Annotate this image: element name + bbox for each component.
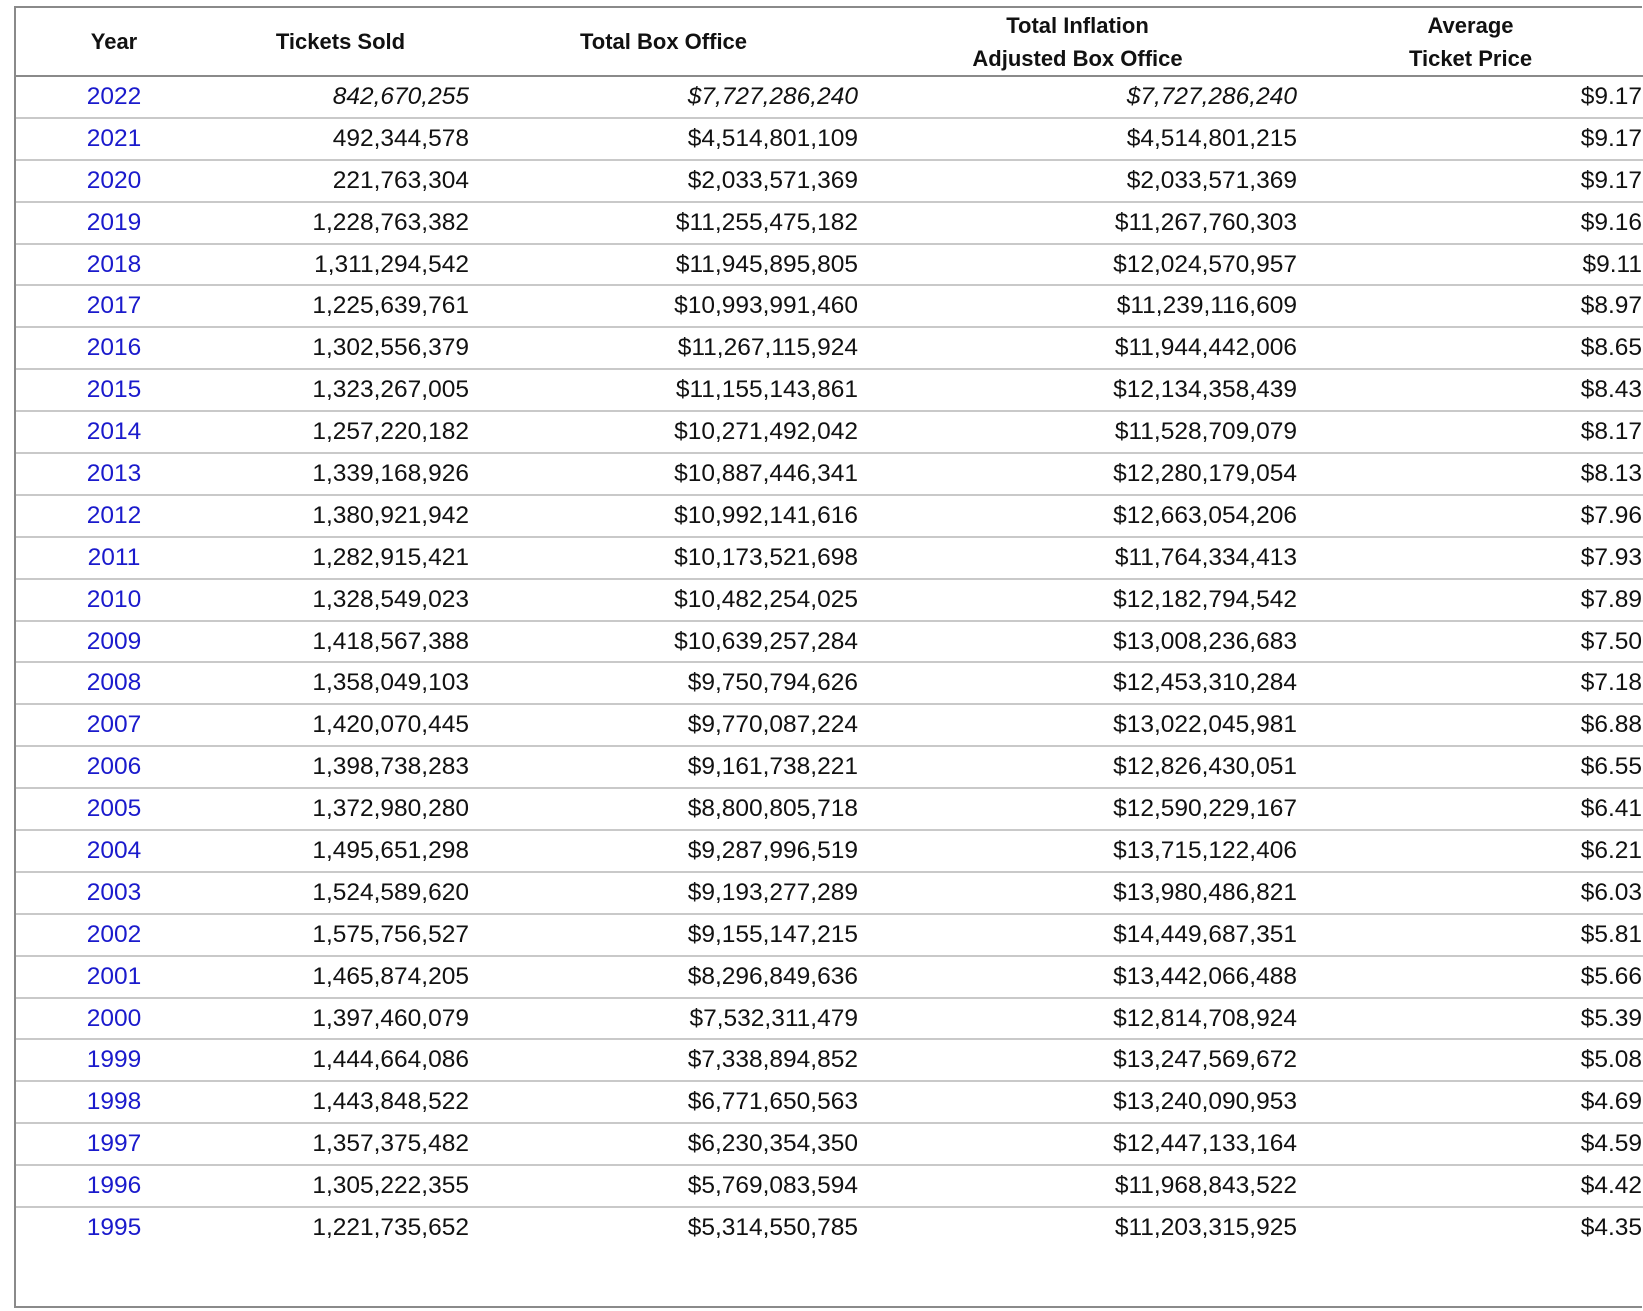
total-box-office-cell: $9,750,794,626 (687, 669, 858, 697)
year-cell (16, 118, 212, 160)
inflation-adjusted-cell: $12,663,054,206 (1113, 501, 1297, 529)
inflation-adjusted-cell: $13,980,486,821 (1113, 878, 1297, 906)
total-box-office-cell: $10,271,492,042 (674, 418, 858, 446)
average-ticket-price-cell: $9.17 (1580, 124, 1642, 152)
total-box-office-cell: $5,314,550,785 (687, 1214, 858, 1242)
tickets-sold-cell: 1,575,756,527 (312, 920, 469, 948)
table-body (16, 76, 1643, 1249)
total-box-office-cell: $7,727,286,240 (687, 82, 858, 110)
table-row (16, 579, 1643, 621)
inflation-adjusted-cell: $4,514,801,215 (1126, 124, 1297, 152)
tickets-sold-cell: 1,305,222,355 (312, 1172, 469, 1200)
inflation-adjusted-cell: $13,008,236,683 (1113, 627, 1297, 655)
tickets-sold-cell: 1,495,651,298 (312, 836, 469, 864)
header-avg-label-line2: Ticket Price (1408, 45, 1533, 71)
average-ticket-price-cell: $6.03 (1580, 878, 1642, 906)
average-ticket-price-cell: $8.43 (1580, 376, 1642, 404)
year-link[interactable]: 2000 (86, 1004, 142, 1032)
tickets-sold-cell: 1,302,556,379 (312, 334, 469, 362)
year-cell (16, 244, 212, 286)
year-cell (16, 285, 212, 327)
tickets-sold-cell: 1,418,567,388 (312, 627, 469, 655)
total-box-office-cell: $2,033,571,369 (687, 166, 858, 194)
table-row (16, 1081, 1643, 1123)
total-box-office-cell: $10,992,141,616 (674, 501, 858, 529)
table-row (16, 621, 1643, 663)
total-box-office-cell: $8,296,849,636 (687, 962, 858, 990)
table-row (16, 369, 1643, 411)
total-box-office-cell: $10,173,521,698 (674, 543, 858, 571)
header-row (16, 8, 1643, 76)
tickets-sold-cell: 1,465,874,205 (312, 962, 469, 990)
tickets-sold-cell: 1,524,589,620 (312, 878, 469, 906)
year-link[interactable]: 1995 (86, 1214, 142, 1242)
inflation-adjusted-cell: $7,727,286,240 (1126, 82, 1297, 110)
year-link[interactable]: 1997 (86, 1130, 142, 1158)
average-ticket-price-cell: $7.18 (1580, 669, 1642, 697)
inflation-adjusted-cell: $12,447,133,164 (1113, 1130, 1297, 1158)
tickets-sold-cell: 1,398,738,283 (312, 753, 469, 781)
tickets-sold-cell: 1,357,375,482 (312, 1130, 469, 1158)
header-adjusted-label-line2: Adjusted Box Office (972, 45, 1183, 71)
inflation-adjusted-cell: $2,033,571,369 (1126, 166, 1297, 194)
year-link[interactable]: 2022 (86, 82, 142, 110)
inflation-adjusted-cell: $12,826,430,051 (1113, 753, 1297, 781)
inflation-adjusted-cell: $12,134,358,439 (1113, 376, 1297, 404)
table-row (16, 202, 1643, 244)
table-row (16, 704, 1643, 746)
tickets-sold-cell: 1,444,664,086 (312, 1046, 469, 1074)
header-tickets-sold[interactable] (212, 8, 469, 76)
table-row (16, 537, 1643, 579)
total-box-office-cell: $8,800,805,718 (687, 795, 858, 823)
total-box-office-cell: $10,482,254,025 (674, 585, 858, 613)
header-box-office-label: Total Box Office (579, 29, 748, 54)
average-ticket-price-cell: $4.42 (1580, 1172, 1642, 1200)
header-adjusted-label-line1: Total Inflation (1006, 12, 1149, 38)
table-row (16, 244, 1643, 286)
average-ticket-price-cell: $8.13 (1580, 459, 1642, 487)
year-link[interactable]: 2005 (86, 795, 142, 823)
tickets-sold-cell: 1,311,294,542 (314, 250, 469, 278)
box-office-table (16, 8, 1643, 1249)
year-cell (16, 662, 212, 704)
table-row (16, 1207, 1643, 1249)
total-box-office-cell: $6,230,354,350 (687, 1130, 858, 1158)
tickets-sold-cell: 1,420,070,445 (312, 711, 469, 739)
tickets-sold-cell: 1,323,267,005 (312, 376, 469, 404)
tickets-sold-cell: 1,221,735,652 (312, 1214, 469, 1242)
table-row (16, 830, 1643, 872)
year-cell (16, 495, 212, 537)
inflation-adjusted-cell: $11,528,709,079 (1114, 418, 1297, 446)
tickets-sold-cell: 1,443,848,522 (312, 1088, 469, 1116)
inflation-adjusted-cell: $13,715,122,406 (1113, 836, 1297, 864)
year-link[interactable]: 1998 (86, 1088, 142, 1116)
total-box-office-cell: $4,514,801,109 (687, 124, 858, 152)
year-link[interactable]: 2018 (86, 250, 142, 278)
year-cell (16, 872, 212, 914)
inflation-adjusted-cell: $13,442,066,488 (1113, 962, 1297, 990)
year-cell (16, 830, 212, 872)
year-link[interactable]: 2006 (86, 753, 142, 781)
year-cell (16, 914, 212, 956)
year-cell (16, 369, 212, 411)
tickets-sold-cell: 1,282,915,421 (312, 543, 469, 571)
year-cell (16, 76, 212, 118)
total-box-office-cell: $9,193,277,289 (687, 878, 858, 906)
inflation-adjusted-cell: $12,590,229,167 (1113, 795, 1297, 823)
total-box-office-cell: $10,639,257,284 (674, 627, 858, 655)
header-avg-label-line1: Average (1427, 12, 1514, 38)
year-link[interactable]: 2017 (86, 292, 142, 320)
table-row (16, 746, 1643, 788)
average-ticket-price-cell: $4.69 (1580, 1088, 1642, 1116)
average-ticket-price-cell: $5.08 (1580, 1046, 1642, 1074)
tickets-sold-cell: 1,380,921,942 (312, 501, 469, 529)
year-cell (16, 1207, 212, 1249)
total-box-office-cell: $10,993,991,460 (674, 292, 858, 320)
year-link[interactable]: 2004 (86, 836, 142, 864)
year-link[interactable]: 2021 (86, 124, 142, 152)
year-link[interactable]: 1999 (86, 1046, 142, 1074)
year-link[interactable]: 2015 (86, 376, 142, 404)
year-cell (16, 704, 212, 746)
inflation-adjusted-cell: $12,814,708,924 (1113, 1004, 1297, 1032)
tickets-sold-cell: 842,670,255 (332, 82, 469, 110)
table-row (16, 160, 1643, 202)
inflation-adjusted-cell: $12,024,570,957 (1113, 250, 1297, 278)
table-row (16, 285, 1643, 327)
total-box-office-cell: $7,532,311,479 (689, 1004, 858, 1032)
table-row (16, 1123, 1643, 1165)
year-cell (16, 998, 212, 1040)
year-link[interactable]: 2019 (86, 208, 142, 236)
average-ticket-price-cell: $5.39 (1580, 1004, 1642, 1032)
average-ticket-price-cell: $8.97 (1580, 292, 1642, 320)
inflation-adjusted-cell: $13,247,569,672 (1113, 1046, 1297, 1074)
tickets-sold-cell: 1,228,763,382 (312, 208, 469, 236)
table-row (16, 327, 1643, 369)
year-link[interactable]: 2003 (86, 878, 142, 906)
inflation-adjusted-cell: $13,240,090,953 (1113, 1088, 1297, 1116)
average-ticket-price-cell: $5.81 (1580, 920, 1642, 948)
average-ticket-price-cell: $9.17 (1580, 166, 1642, 194)
tickets-sold-cell: 221,763,304 (332, 166, 469, 194)
total-box-office-cell: $9,287,996,519 (687, 836, 858, 864)
year-cell (16, 1081, 212, 1123)
average-ticket-price-cell: $4.59 (1580, 1130, 1642, 1158)
inflation-adjusted-cell: $12,280,179,054 (1113, 459, 1297, 487)
year-cell (16, 1165, 212, 1207)
year-link[interactable]: 2013 (86, 459, 142, 487)
tickets-sold-cell: 1,225,639,761 (312, 292, 469, 320)
year-cell (16, 1123, 212, 1165)
header-inflation-adjusted[interactable] (858, 8, 1297, 76)
tickets-sold-cell: 1,397,460,079 (312, 1004, 469, 1032)
year-cell (16, 160, 212, 202)
total-box-office-cell: $11,945,895,805 (675, 250, 858, 278)
total-box-office-cell: $5,769,083,594 (687, 1172, 858, 1200)
average-ticket-price-cell: $8.65 (1580, 334, 1642, 362)
inflation-adjusted-cell: $11,203,315,925 (1114, 1214, 1297, 1242)
total-box-office-cell: $10,887,446,341 (674, 459, 858, 487)
total-box-office-cell: $7,338,894,852 (687, 1046, 858, 1074)
year-cell (16, 621, 212, 663)
year-link[interactable]: 2016 (86, 334, 142, 362)
total-box-office-cell: $9,770,087,224 (687, 711, 858, 739)
table-row (16, 411, 1643, 453)
total-box-office-cell: $11,267,115,924 (677, 334, 858, 362)
year-cell (16, 956, 212, 998)
average-ticket-price-cell: $6.88 (1580, 711, 1642, 739)
average-ticket-price-cell: $7.89 (1580, 585, 1642, 613)
average-ticket-price-cell: $9.17 (1580, 82, 1642, 110)
header-average-ticket-price[interactable] (1297, 8, 1643, 76)
inflation-adjusted-cell: $11,944,442,006 (1114, 334, 1297, 362)
year-link[interactable]: 2009 (86, 627, 142, 655)
inflation-adjusted-cell: $11,764,334,413 (1114, 543, 1297, 571)
average-ticket-price-cell: $7.50 (1580, 627, 1642, 655)
year-cell (16, 579, 212, 621)
year-link[interactable]: 2001 (86, 962, 142, 990)
tickets-sold-cell: 1,372,980,280 (312, 795, 469, 823)
header-year-label: Year (90, 29, 138, 54)
year-link[interactable]: 2002 (86, 920, 142, 948)
header-year[interactable] (16, 8, 212, 76)
year-link[interactable]: 2014 (86, 418, 142, 446)
average-ticket-price-cell: $8.17 (1580, 418, 1642, 446)
header-total-box-office[interactable] (469, 8, 858, 76)
inflation-adjusted-cell: $11,239,116,609 (1116, 292, 1297, 320)
year-cell (16, 1039, 212, 1081)
total-box-office-cell: $9,161,738,221 (687, 753, 858, 781)
tickets-sold-cell: 1,328,549,023 (312, 585, 469, 613)
average-ticket-price-cell: $6.55 (1580, 753, 1642, 781)
year-link[interactable]: 2020 (86, 166, 142, 194)
table-row (16, 76, 1643, 118)
tickets-sold-cell: 492,344,578 (332, 124, 469, 152)
table-row (16, 872, 1643, 914)
table-row (16, 956, 1643, 998)
table-row (16, 914, 1643, 956)
total-box-office-cell: $9,155,147,215 (687, 920, 858, 948)
year-link[interactable]: 2011 (87, 543, 141, 571)
average-ticket-price-cell: $9.11 (1582, 250, 1642, 278)
table-row (16, 495, 1643, 537)
header-tickets-label: Tickets Sold (275, 29, 406, 54)
year-link[interactable]: 2007 (86, 711, 142, 739)
year-cell (16, 411, 212, 453)
tickets-sold-cell: 1,339,168,926 (312, 459, 469, 487)
average-ticket-price-cell: $6.41 (1580, 795, 1642, 823)
table-row (16, 998, 1643, 1040)
total-box-office-cell: $11,155,143,861 (675, 376, 858, 404)
tickets-sold-cell: 1,257,220,182 (312, 418, 469, 446)
year-link[interactable]: 2010 (86, 585, 142, 613)
table-row (16, 788, 1643, 830)
year-cell (16, 202, 212, 244)
table-row (16, 1165, 1643, 1207)
year-cell (16, 327, 212, 369)
average-ticket-price-cell: $7.93 (1580, 543, 1642, 571)
table-row (16, 662, 1643, 704)
table-row (16, 1039, 1643, 1081)
inflation-adjusted-cell: $12,182,794,542 (1113, 585, 1297, 613)
inflation-adjusted-cell: $13,022,045,981 (1113, 711, 1297, 739)
average-ticket-price-cell: $5.66 (1580, 962, 1642, 990)
average-ticket-price-cell: $6.21 (1580, 836, 1642, 864)
year-cell (16, 746, 212, 788)
year-cell (16, 537, 212, 579)
inflation-adjusted-cell: $14,449,687,351 (1113, 920, 1297, 948)
inflation-adjusted-cell: $11,267,760,303 (1114, 208, 1297, 236)
year-link[interactable]: 2008 (86, 669, 142, 697)
year-link[interactable]: 1996 (86, 1172, 142, 1200)
box-office-table-frame (14, 6, 1642, 1308)
total-box-office-cell: $6,771,650,563 (687, 1088, 858, 1116)
inflation-adjusted-cell: $11,968,843,522 (1114, 1172, 1297, 1200)
tickets-sold-cell: 1,358,049,103 (312, 669, 469, 697)
average-ticket-price-cell: $4.35 (1580, 1214, 1642, 1242)
year-cell (16, 453, 212, 495)
total-box-office-cell: $11,255,475,182 (675, 208, 858, 236)
inflation-adjusted-cell: $12,453,310,284 (1113, 669, 1297, 697)
table-row (16, 118, 1643, 160)
table-row (16, 453, 1643, 495)
table-header (16, 8, 1643, 76)
year-cell (16, 788, 212, 830)
average-ticket-price-cell: $9.16 (1580, 208, 1642, 236)
average-ticket-price-cell: $7.96 (1580, 501, 1642, 529)
year-link[interactable]: 2012 (86, 501, 142, 529)
